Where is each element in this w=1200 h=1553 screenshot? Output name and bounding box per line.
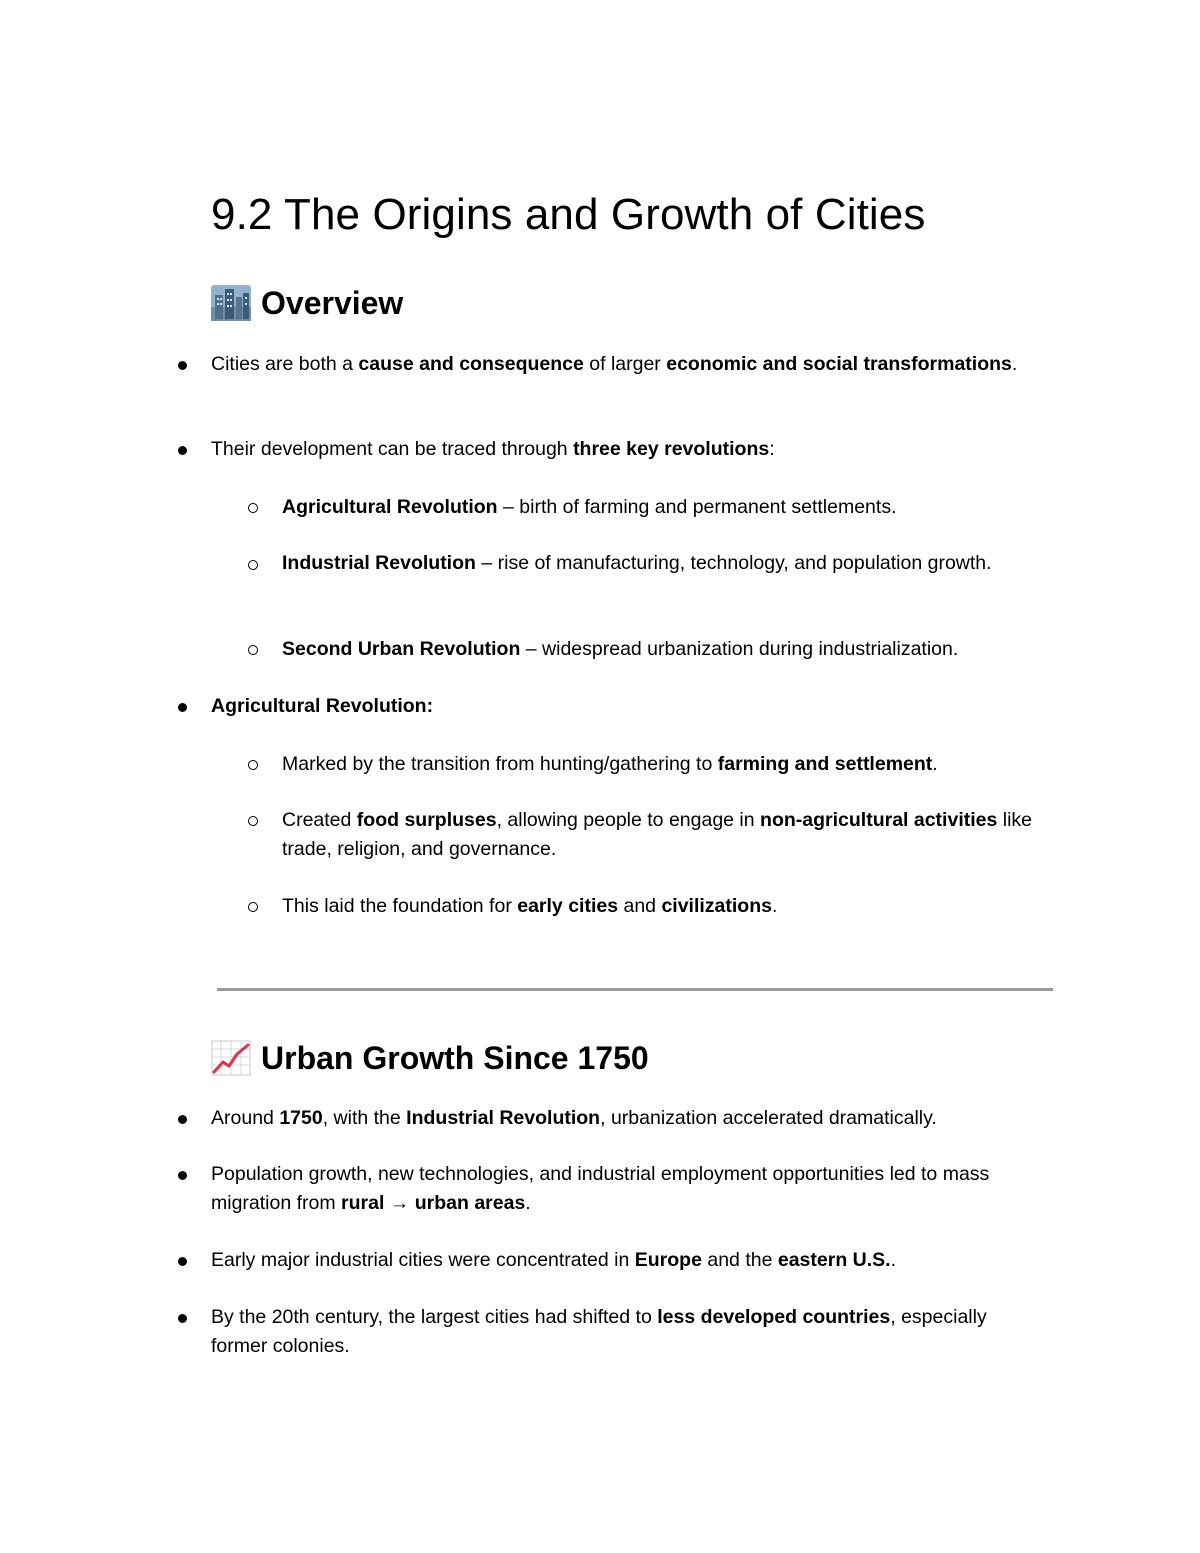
sub-bullet-circle bbox=[248, 816, 258, 826]
overview-heading bbox=[211, 282, 403, 324]
sub-list-item: Marked by the transition from hunting/gathering to farming and settlement. bbox=[282, 753, 938, 775]
bullet-dot bbox=[178, 361, 187, 370]
list-item: Cities are both a cause and consequence of larger economic and social transformations. bbox=[211, 353, 1018, 375]
bullet-dot bbox=[178, 1257, 187, 1266]
sub-bullet-circle bbox=[248, 760, 258, 770]
overview-heading-label: Overview bbox=[261, 285, 404, 321]
bullet-dot bbox=[178, 1115, 187, 1124]
sub-bullet-circle bbox=[248, 503, 258, 513]
bullet-dot bbox=[178, 446, 187, 455]
bullet-dot bbox=[178, 1314, 187, 1323]
bullet-dot bbox=[178, 703, 187, 712]
chart-increasing-icon bbox=[211, 1040, 251, 1076]
sub-list-item: This laid the foundation for early cities and civilizations. bbox=[282, 895, 778, 917]
list-item: Around 1750, with the Industrial Revolution, urbanization accelerated dramatically. bbox=[211, 1107, 937, 1129]
list-item: Agricultural Revolution: bbox=[211, 695, 434, 717]
sub-list-item: Second Urban Revolution – widespread urbanization during industrialization. bbox=[282, 638, 959, 660]
bullet-dot bbox=[178, 1171, 187, 1180]
page-title: 9.2 The Origins and Growth of Cities bbox=[211, 190, 926, 239]
urban-growth-heading-label: Urban Growth Since 1750 bbox=[261, 1040, 649, 1076]
cityscape-icon bbox=[211, 285, 251, 321]
list-item: Population growth, new technologies, and industrial employment opportunities led to mass migration from rural → urban areas. bbox=[211, 1163, 990, 1214]
sub-bullet-circle bbox=[248, 560, 258, 570]
sub-bullet-circle bbox=[248, 902, 258, 912]
horizontal-divider bbox=[217, 988, 1053, 991]
list-item: Their development can be traced through three key revolutions: bbox=[211, 438, 775, 460]
list-item: Early major industrial cities were concentrated in Europe and the eastern U.S.. bbox=[211, 1249, 896, 1271]
sub-list-item: Created food surpluses, allowing people to engage in non-agricultural activities like trade, religion, and governance. bbox=[282, 809, 1033, 860]
sub-bullet-circle bbox=[248, 645, 258, 655]
urban-growth-heading bbox=[211, 1037, 649, 1079]
list-item: By the 20th century, the largest cities had shifted to less developed countries, especially former colonies. bbox=[211, 1306, 987, 1357]
sub-list-item: Industrial Revolution – rise of manufacturing, technology, and population growth. bbox=[282, 552, 992, 574]
sub-list-item: Agricultural Revolution – birth of farming and permanent settlements. bbox=[282, 496, 897, 518]
